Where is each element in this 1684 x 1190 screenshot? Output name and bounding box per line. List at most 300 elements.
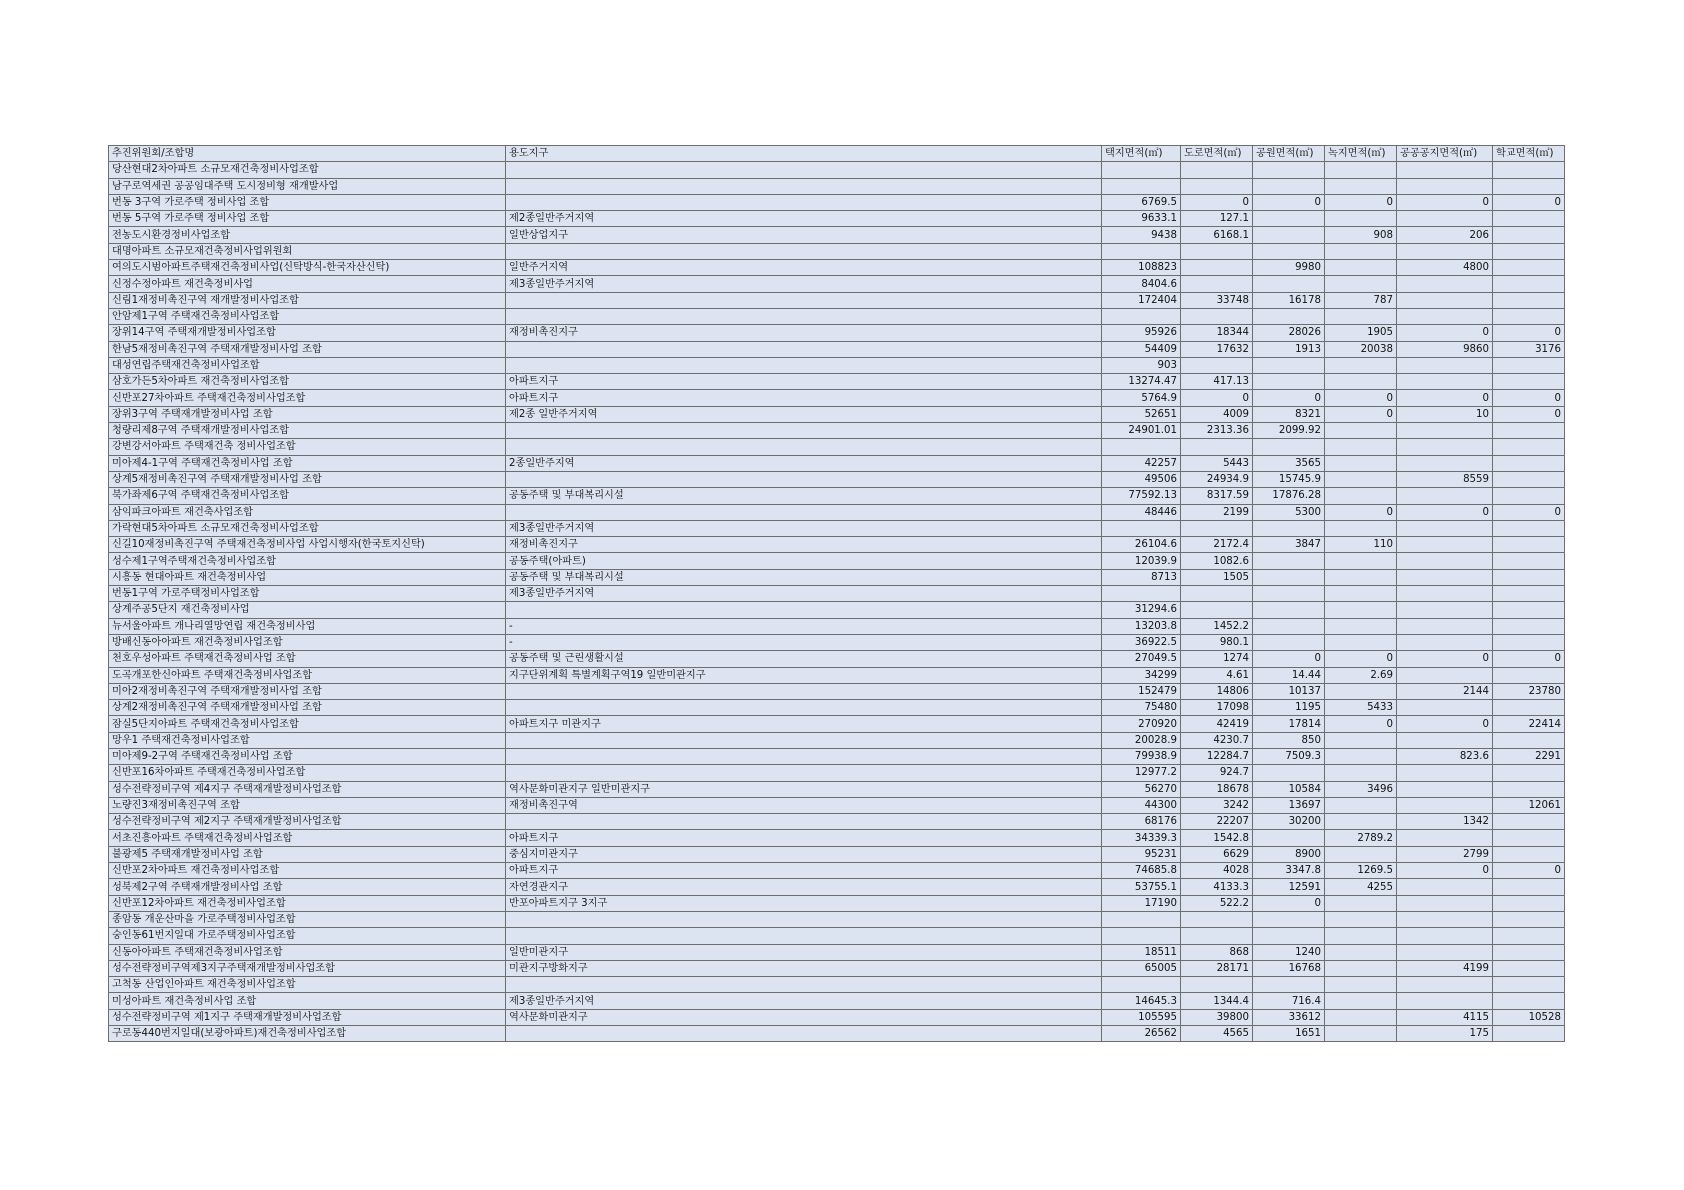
cell-public-space-area: [1397, 586, 1493, 602]
cell-zoning-district: [506, 504, 1102, 520]
cell-school-area: 12061: [1493, 797, 1565, 813]
cell-park-area: 7509.3: [1253, 748, 1325, 764]
cell-association-name: 북가좌제6구역 주택재건축정비사업조합: [109, 488, 506, 504]
cell-road-area: [1181, 439, 1253, 455]
cell-green-area: [1325, 683, 1397, 699]
cell-public-space-area: [1397, 911, 1493, 927]
cell-park-area: 10137: [1253, 683, 1325, 699]
cell-public-space-area: 10: [1397, 406, 1493, 422]
cell-green-area: [1325, 276, 1397, 292]
cell-school-area: [1493, 846, 1565, 862]
cell-road-area: 33748: [1181, 292, 1253, 308]
cell-zoning-district: [506, 683, 1102, 699]
cell-public-space-area: [1397, 993, 1493, 1009]
table-row: [109, 944, 1565, 960]
cell-school-area: [1493, 944, 1565, 960]
table-row: [109, 569, 1565, 585]
table-row: [109, 634, 1565, 650]
cell-green-area: [1325, 797, 1397, 813]
cell-association-name: 강변강서아파트 주택재건축 정비사업조합: [109, 439, 506, 455]
cell-association-name: 성수제1구역주택재건축정비사업조합: [109, 553, 506, 569]
cell-park-area: 15745.9: [1253, 471, 1325, 487]
cell-zoning-district: 제3종일반주거지역: [506, 586, 1102, 602]
cell-park-area: [1253, 586, 1325, 602]
cell-site-area: [1102, 243, 1181, 259]
cell-road-area: 14806: [1181, 683, 1253, 699]
cell-site-area: 5764.9: [1102, 390, 1181, 406]
cell-association-name: 남구로역세권 공공임대주택 도시정비형 재개발사업: [109, 178, 506, 194]
cell-park-area: [1253, 553, 1325, 569]
cell-green-area: 787: [1325, 292, 1397, 308]
cell-school-area: [1493, 634, 1565, 650]
cell-school-area: [1493, 569, 1565, 585]
cell-road-area: 1344.4: [1181, 993, 1253, 1009]
cell-park-area: [1253, 977, 1325, 993]
cell-school-area: [1493, 960, 1565, 976]
cell-school-area: [1493, 911, 1565, 927]
cell-green-area: [1325, 960, 1397, 976]
header-zoning-district: 용도지구: [506, 146, 1102, 162]
cell-zoning-district: 제3종일반주거지역: [506, 276, 1102, 292]
cell-road-area: [1181, 243, 1253, 259]
cell-green-area: 0: [1325, 406, 1397, 422]
cell-zoning-district: -: [506, 618, 1102, 634]
cell-school-area: [1493, 211, 1565, 227]
cell-park-area: 17814: [1253, 716, 1325, 732]
cell-school-area: [1493, 471, 1565, 487]
cell-road-area: 2313.36: [1181, 423, 1253, 439]
cell-site-area: 44300: [1102, 797, 1181, 813]
cell-green-area: 1269.5: [1325, 863, 1397, 879]
cell-road-area: 127.1: [1181, 211, 1253, 227]
table-row: [109, 814, 1565, 830]
cell-park-area: 0: [1253, 651, 1325, 667]
cell-park-area: 1240: [1253, 944, 1325, 960]
cell-green-area: 20038: [1325, 341, 1397, 357]
cell-site-area: [1102, 178, 1181, 194]
cell-site-area: 68176: [1102, 814, 1181, 830]
cell-park-area: [1253, 211, 1325, 227]
cell-school-area: [1493, 162, 1565, 178]
table-row: [109, 537, 1565, 553]
cell-school-area: [1493, 667, 1565, 683]
table-row: [109, 911, 1565, 927]
table-row: [109, 748, 1565, 764]
cell-school-area: 0: [1493, 863, 1565, 879]
cell-public-space-area: [1397, 439, 1493, 455]
table-row: [109, 162, 1565, 178]
header-school-area: 학교면적(㎡): [1493, 146, 1565, 162]
cell-school-area: [1493, 260, 1565, 276]
cell-park-area: 16178: [1253, 292, 1325, 308]
table-body: [109, 162, 1565, 1042]
table-row: [109, 993, 1565, 1009]
table-row: [109, 504, 1565, 520]
cell-road-area: [1181, 977, 1253, 993]
cell-association-name: 신동아아파트 주택재건축정비사업조합: [109, 944, 506, 960]
cell-zoning-district: 아파트지구: [506, 863, 1102, 879]
table-row: [109, 374, 1565, 390]
cell-public-space-area: 4800: [1397, 260, 1493, 276]
cell-association-name: 서초진흥아파트 주택재건축정비사업조합: [109, 830, 506, 846]
cell-green-area: [1325, 993, 1397, 1009]
cell-zoning-district: 재정비촉진지구: [506, 325, 1102, 341]
cell-school-area: [1493, 732, 1565, 748]
cell-green-area: [1325, 488, 1397, 504]
header-park-area: 공원면적(㎡): [1253, 146, 1325, 162]
cell-green-area: [1325, 243, 1397, 259]
cell-zoning-district: 일반미관지구: [506, 944, 1102, 960]
cell-association-name: 신반포27차아파트 주택재건축정비사업조합: [109, 390, 506, 406]
cell-green-area: [1325, 895, 1397, 911]
table-row: [109, 586, 1565, 602]
cell-park-area: [1253, 911, 1325, 927]
cell-zoning-district: [506, 178, 1102, 194]
cell-school-area: [1493, 308, 1565, 324]
cell-green-area: [1325, 1026, 1397, 1042]
cell-road-area: 4.61: [1181, 667, 1253, 683]
cell-association-name: 대성연립주택재건축정비사업조합: [109, 357, 506, 373]
cell-zoning-district: 자연경관지구: [506, 879, 1102, 895]
cell-park-area: 1913: [1253, 341, 1325, 357]
table-row: [109, 520, 1565, 536]
cell-road-area: 4009: [1181, 406, 1253, 422]
cell-site-area: 49506: [1102, 471, 1181, 487]
cell-association-name: 번동1구역 가로주택정비사업조합: [109, 586, 506, 602]
cell-park-area: 716.4: [1253, 993, 1325, 1009]
cell-site-area: 34339.3: [1102, 830, 1181, 846]
table-row: [109, 879, 1565, 895]
cell-association-name: 신림1재정비촉진구역 재개발정비사업조합: [109, 292, 506, 308]
cell-association-name: 시흥동 현대아파트 재건축정비사업: [109, 569, 506, 585]
table-row: [109, 194, 1565, 210]
cell-public-space-area: 0: [1397, 504, 1493, 520]
cell-road-area: [1181, 520, 1253, 536]
cell-site-area: 12039.9: [1102, 553, 1181, 569]
table-row: [109, 276, 1565, 292]
table-row: [109, 602, 1565, 618]
cell-association-name: 번동 3구역 가로주택 정비사업 조합: [109, 194, 506, 210]
table-row: [109, 830, 1565, 846]
cell-road-area: 1082.6: [1181, 553, 1253, 569]
cell-zoning-district: [506, 162, 1102, 178]
cell-road-area: [1181, 586, 1253, 602]
cell-site-area: 12977.2: [1102, 765, 1181, 781]
cell-public-space-area: 0: [1397, 390, 1493, 406]
cell-public-space-area: 175: [1397, 1026, 1493, 1042]
table-row: [109, 732, 1565, 748]
cell-school-area: [1493, 243, 1565, 259]
cell-park-area: [1253, 243, 1325, 259]
cell-park-area: 3347.8: [1253, 863, 1325, 879]
cell-green-area: [1325, 211, 1397, 227]
cell-public-space-area: [1397, 308, 1493, 324]
cell-association-name: 상계5재정비촉진구역 주택재개발정비사업 조합: [109, 471, 506, 487]
cell-association-name: 신반포12차아파트 재건축정비사업조합: [109, 895, 506, 911]
table-row: [109, 406, 1565, 422]
cell-zoning-district: 아파트지구: [506, 374, 1102, 390]
cell-association-name: 구로동440번지일대(보광아파트)재건축정비사업조합: [109, 1026, 506, 1042]
cell-zoning-district: [506, 292, 1102, 308]
cell-zoning-district: [506, 732, 1102, 748]
cell-park-area: 9980: [1253, 260, 1325, 276]
cell-site-area: 54409: [1102, 341, 1181, 357]
cell-public-space-area: 1342: [1397, 814, 1493, 830]
cell-site-area: [1102, 439, 1181, 455]
cell-green-area: 908: [1325, 227, 1397, 243]
cell-green-area: [1325, 911, 1397, 927]
table-row: [109, 977, 1565, 993]
cell-site-area: 6769.5: [1102, 194, 1181, 210]
cell-association-name: 미아2재정비촉진구역 주택재개발정비사업 조합: [109, 683, 506, 699]
cell-zoning-district: 제3종일반주거지역: [506, 520, 1102, 536]
cell-green-area: [1325, 439, 1397, 455]
cell-park-area: [1253, 602, 1325, 618]
table-header-row: [109, 146, 1565, 162]
cell-park-area: [1253, 276, 1325, 292]
cell-road-area: 6168.1: [1181, 227, 1253, 243]
cell-site-area: 105595: [1102, 1009, 1181, 1025]
cell-zoning-district: [506, 748, 1102, 764]
cell-public-space-area: [1397, 553, 1493, 569]
cell-association-name: 장위14구역 주택재개발정비사업조합: [109, 325, 506, 341]
cell-green-area: 110: [1325, 537, 1397, 553]
cell-park-area: [1253, 162, 1325, 178]
cell-green-area: [1325, 814, 1397, 830]
cell-school-area: [1493, 602, 1565, 618]
cell-site-area: 8713: [1102, 569, 1181, 585]
cell-school-area: 3176: [1493, 341, 1565, 357]
cell-association-name: 대명아파트 소규모재건축정비사업위원회: [109, 243, 506, 259]
cell-school-area: 0: [1493, 651, 1565, 667]
cell-school-area: [1493, 586, 1565, 602]
cell-site-area: [1102, 162, 1181, 178]
cell-zoning-district: 2종일반주지역: [506, 455, 1102, 471]
cell-site-area: 31294.6: [1102, 602, 1181, 618]
cell-zoning-district: [506, 700, 1102, 716]
cell-green-area: [1325, 732, 1397, 748]
cell-zoning-district: [506, 243, 1102, 259]
cell-public-space-area: [1397, 781, 1493, 797]
cell-school-area: [1493, 520, 1565, 536]
cell-zoning-district: 재정비촉진구역: [506, 797, 1102, 813]
cell-zoning-district: [506, 814, 1102, 830]
cell-road-area: 42419: [1181, 716, 1253, 732]
cell-site-area: 18511: [1102, 944, 1181, 960]
cell-zoning-district: [506, 357, 1102, 373]
cell-association-name: 삼익파크아파트 재건축사업조합: [109, 504, 506, 520]
table-row: [109, 357, 1565, 373]
header-public-space-area: 공공공지면적(㎡): [1397, 146, 1493, 162]
cell-site-area: 79938.9: [1102, 748, 1181, 764]
cell-road-area: 868: [1181, 944, 1253, 960]
cell-site-area: 24901.01: [1102, 423, 1181, 439]
data-table: [108, 145, 1565, 1042]
cell-park-area: 5300: [1253, 504, 1325, 520]
cell-road-area: 0: [1181, 194, 1253, 210]
cell-school-area: 10528: [1493, 1009, 1565, 1025]
cell-road-area: 18678: [1181, 781, 1253, 797]
table-row: [109, 292, 1565, 308]
cell-zoning-district: 공동주택 및 부대복리시설: [506, 488, 1102, 504]
cell-road-area: [1181, 276, 1253, 292]
cell-school-area: [1493, 977, 1565, 993]
cell-park-area: 17876.28: [1253, 488, 1325, 504]
cell-association-name: 성북제2구역 주택재개발정비사업 조합: [109, 879, 506, 895]
header-site-area: 택지면적(㎡): [1102, 146, 1181, 162]
cell-association-name: 여의도시범아파트주택재건축정비사업(신탁방식-한국자산신탁): [109, 260, 506, 276]
cell-school-area: [1493, 292, 1565, 308]
cell-green-area: [1325, 846, 1397, 862]
cell-road-area: 6629: [1181, 846, 1253, 862]
cell-green-area: [1325, 162, 1397, 178]
cell-road-area: [1181, 162, 1253, 178]
cell-site-area: 27049.5: [1102, 651, 1181, 667]
cell-site-area: 52651: [1102, 406, 1181, 422]
cell-green-area: 5433: [1325, 700, 1397, 716]
table-row: [109, 178, 1565, 194]
table-row: [109, 455, 1565, 471]
table-row: [109, 260, 1565, 276]
cell-public-space-area: 0: [1397, 325, 1493, 341]
cell-park-area: 2099.92: [1253, 423, 1325, 439]
cell-public-space-area: [1397, 211, 1493, 227]
cell-zoning-district: 일반주거지역: [506, 260, 1102, 276]
cell-green-area: [1325, 748, 1397, 764]
cell-park-area: 13697: [1253, 797, 1325, 813]
cell-public-space-area: [1397, 488, 1493, 504]
cell-school-area: [1493, 178, 1565, 194]
cell-park-area: 33612: [1253, 1009, 1325, 1025]
cell-site-area: 75480: [1102, 700, 1181, 716]
cell-green-area: [1325, 260, 1397, 276]
cell-site-area: 9438: [1102, 227, 1181, 243]
cell-association-name: 노량진3재정비촉진구역 조합: [109, 797, 506, 813]
cell-association-name: 숭인동61번지일대 가로주택정비사업조합: [109, 928, 506, 944]
cell-green-area: 2789.2: [1325, 830, 1397, 846]
cell-site-area: 36922.5: [1102, 634, 1181, 650]
cell-park-area: 12591: [1253, 879, 1325, 895]
cell-green-area: [1325, 977, 1397, 993]
cell-zoning-district: 일반상업지구: [506, 227, 1102, 243]
cell-park-area: 16768: [1253, 960, 1325, 976]
cell-zoning-district: [506, 765, 1102, 781]
cell-association-name: 미아제9-2구역 주택재건축정비사업 조합: [109, 748, 506, 764]
cell-association-name: 미아제4-1구역 주택재건축정비사업 조합: [109, 455, 506, 471]
cell-road-area: 924.7: [1181, 765, 1253, 781]
cell-school-area: 0: [1493, 504, 1565, 520]
cell-road-area: 2172.4: [1181, 537, 1253, 553]
cell-road-area: 12284.7: [1181, 748, 1253, 764]
cell-association-name: 당산현대2차아파트 소규모재건축정비사업조합: [109, 162, 506, 178]
cell-school-area: [1493, 781, 1565, 797]
cell-public-space-area: [1397, 423, 1493, 439]
cell-public-space-area: 9860: [1397, 341, 1493, 357]
cell-green-area: [1325, 569, 1397, 585]
cell-park-area: 0: [1253, 390, 1325, 406]
cell-public-space-area: [1397, 634, 1493, 650]
cell-association-name: 상계2재정비촉진구역 주택재개발정비사업 조합: [109, 700, 506, 716]
table-row: [109, 1009, 1565, 1025]
cell-association-name: 종암동 개운산마을 가로주택정비사업조합: [109, 911, 506, 927]
cell-association-name: 상계주공5단지 재건축정비사업: [109, 602, 506, 618]
cell-park-area: 0: [1253, 895, 1325, 911]
table-row: [109, 1026, 1565, 1042]
cell-public-space-area: [1397, 700, 1493, 716]
cell-green-area: [1325, 1009, 1397, 1025]
cell-park-area: 10584: [1253, 781, 1325, 797]
cell-public-space-area: [1397, 569, 1493, 585]
cell-site-area: [1102, 928, 1181, 944]
cell-road-area: [1181, 602, 1253, 618]
table-row: [109, 423, 1565, 439]
cell-association-name: 뉴서울아파트 개나리열망연립 재건축정비사업: [109, 618, 506, 634]
cell-park-area: 3565: [1253, 455, 1325, 471]
cell-public-space-area: 0: [1397, 863, 1493, 879]
table-row: [109, 553, 1565, 569]
cell-zoning-district: 반포아파트지구 3지구: [506, 895, 1102, 911]
cell-site-area: 20028.9: [1102, 732, 1181, 748]
cell-zoning-district: [506, 194, 1102, 210]
cell-park-area: [1253, 765, 1325, 781]
cell-zoning-district: -: [506, 634, 1102, 650]
table-row: [109, 895, 1565, 911]
cell-green-area: [1325, 455, 1397, 471]
cell-site-area: 270920: [1102, 716, 1181, 732]
cell-green-area: [1325, 928, 1397, 944]
cell-park-area: [1253, 308, 1325, 324]
cell-road-area: 980.1: [1181, 634, 1253, 650]
cell-public-space-area: 4199: [1397, 960, 1493, 976]
cell-school-area: 23780: [1493, 683, 1565, 699]
cell-park-area: 14.44: [1253, 667, 1325, 683]
cell-public-space-area: 2799: [1397, 846, 1493, 862]
cell-zoning-district: 지구단위계획 특별계획구역19 일반미관지구: [506, 667, 1102, 683]
cell-public-space-area: [1397, 667, 1493, 683]
cell-road-area: [1181, 928, 1253, 944]
cell-site-area: 26562: [1102, 1026, 1181, 1042]
cell-park-area: 1195: [1253, 700, 1325, 716]
table-row: [109, 683, 1565, 699]
cell-school-area: [1493, 618, 1565, 634]
cell-association-name: 신정수정아파트 재건축정비사업: [109, 276, 506, 292]
cell-school-area: [1493, 928, 1565, 944]
cell-site-area: 95231: [1102, 846, 1181, 862]
cell-park-area: [1253, 618, 1325, 634]
cell-green-area: [1325, 374, 1397, 390]
cell-green-area: [1325, 634, 1397, 650]
cell-zoning-district: 역사문화미관지구: [506, 1009, 1102, 1025]
cell-green-area: [1325, 520, 1397, 536]
cell-zoning-district: [506, 308, 1102, 324]
cell-zoning-district: 제2종일반주거지역: [506, 211, 1102, 227]
cell-road-area: [1181, 911, 1253, 927]
table-row: [109, 700, 1565, 716]
cell-site-area: [1102, 977, 1181, 993]
table-row: [109, 765, 1565, 781]
cell-site-area: [1102, 586, 1181, 602]
cell-park-area: 3847: [1253, 537, 1325, 553]
cell-green-area: [1325, 423, 1397, 439]
cell-park-area: [1253, 178, 1325, 194]
table-row: [109, 488, 1565, 504]
cell-public-space-area: [1397, 455, 1493, 471]
cell-green-area: 0: [1325, 504, 1397, 520]
cell-public-space-area: [1397, 357, 1493, 373]
cell-green-area: 1905: [1325, 325, 1397, 341]
cell-school-area: [1493, 700, 1565, 716]
table-row: [109, 439, 1565, 455]
